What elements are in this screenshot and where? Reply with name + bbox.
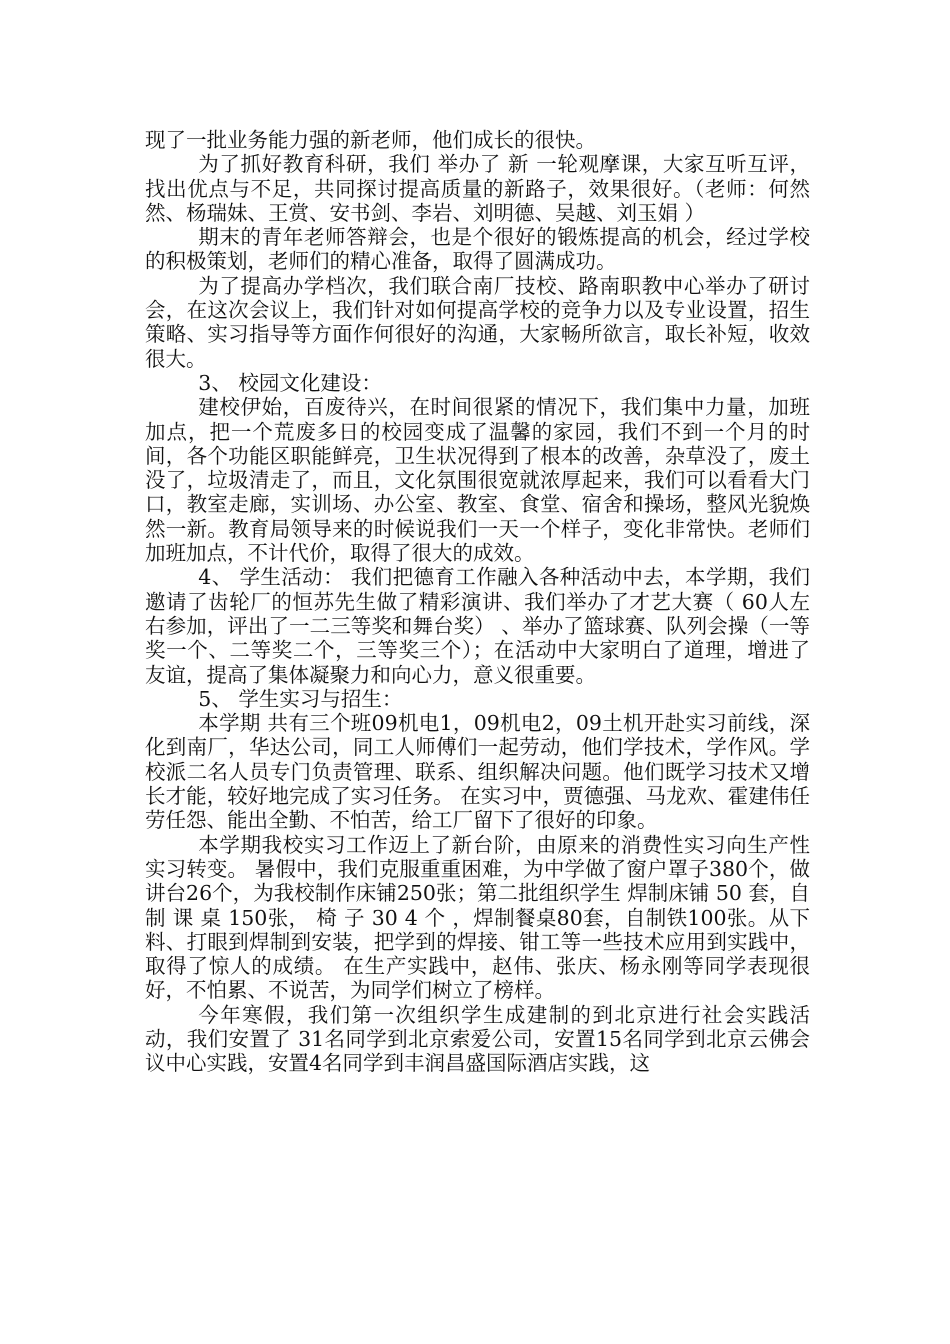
paragraph-student-activities: 4、 学生活动： 我们把德育工作融入各种活动中去，本学期，我们邀请了齿轮厂的恒苏先生做了精彩演讲、我们举办了才艺大赛（ 60人左右参加，评出了一二三等奖和舞台奖） 、举办了篮球赛、队列会操（一等奖一个、二等奖二个，三等奖三个）；在活动中大家明白了道理，增进了友谊，提高了集体凝聚力和向心力，意义很重要。 <box>145 565 810 687</box>
paragraph-winter-practice: 今年寒假，我们第一次组织学生成建制的到北京进行社会实践活动，我们安置了 31名同学到北京索爱公司，安置15名同学到北京云佛会议中心实践，安置4名同学到丰润昌盛国际酒店实践，这 <box>145 1002 810 1076</box>
paragraph-seminar: 为了提高办学档次，我们联合南厂技校、路南职教中心举办了研讨会，在这次会议上，我们针对如何提高学校的竞争力以及专业设置，招生策略、实习指导等方面作何很好的沟通，大家畅所欲言，取长补短，收效很大。 <box>145 273 810 371</box>
paragraph-observation-class: 为了抓好教育科研，我们 举办了 新 一轮观摩课，大家互听互评，找出优点与不足，共同探讨提高质量的新路子，效果很好。（老师：何然然、杨瑞妹、王赏、安书剑、李岩、刘明德、吴越、刘玉娟 ） <box>145 152 810 225</box>
section-heading-campus-culture: 3、 校园文化建设： <box>198 370 382 395</box>
paragraph-teacher-defense: 期末的青年老师答辩会，也是个很好的锻炼提高的机会，经过学校的积极策划，老师们的精心准备，取得了圆满成功。 <box>145 225 810 274</box>
paragraph-internship-classes: 本学期 共有三个班09机电1，09机电2，09土机开赴实习前线，深化到南厂，华达公司，同工人师傅们一起劳动，他们学技术，学作风。学校派二名人员专门负责管理、联系、组织解决问题。他们既学习技术又增长才能，较好地完成了实习任务。 在实习中，贾德强、马龙欢、霍建伟任劳任怨、能出全勤、不怕苦，给工厂留下了很好的印象。 <box>145 711 810 833</box>
document-body <box>145 128 810 1076</box>
section-heading-internship: 5、 学生实习与招生： <box>198 686 403 711</box>
paragraph-productive-internship: 本学期我校实习工作迈上了新台阶，由原来的消费性实习向生产性实习转变。 暑假中，我们克服重重困难，为中学做了窗户罩子380个，做讲台26个，为我校制作床铺250张；第二批组织学生 焊制床铺 50 套，自制 课 桌 150张， 椅 子 30 4 个 ，焊制餐桌80套，自制铁100张。从下料、打眼到焊制到安装，把学到的焊接、钳工等一些技术应用到实践中，取得了惊人的成绩。 在生产实践中，赵伟、张庆、杨永刚等同学表现很好，不怕累、不说苦，为同学们树立了榜样。 <box>145 832 810 1003</box>
paragraph-campus-culture: 建校伊始，百废待兴，在时间很紧的情况下，我们集中力量，加班加点，把一个荒废多日的校园变成了温馨的家园，我们不到一个月的时间，各个功能区职能鲜亮，卫生状况得到了根本的改善，杂草没了，废土没了，垃圾清走了，而且，文化氛围很宽就浓厚起来，我们可以看看大门口，教室走廊，实训场、办公室、教室、食堂、宿舍和操场，整风光貌焕然一新。教育局领导来的时候说我们一天一个样子，变化非常快。老师们加班加点，不计代价，取得了很大的成效。 <box>145 395 810 566</box>
paragraph-continuation: 现了一批业务能力强的新老师，他们成长的很快。 <box>145 128 596 152</box>
